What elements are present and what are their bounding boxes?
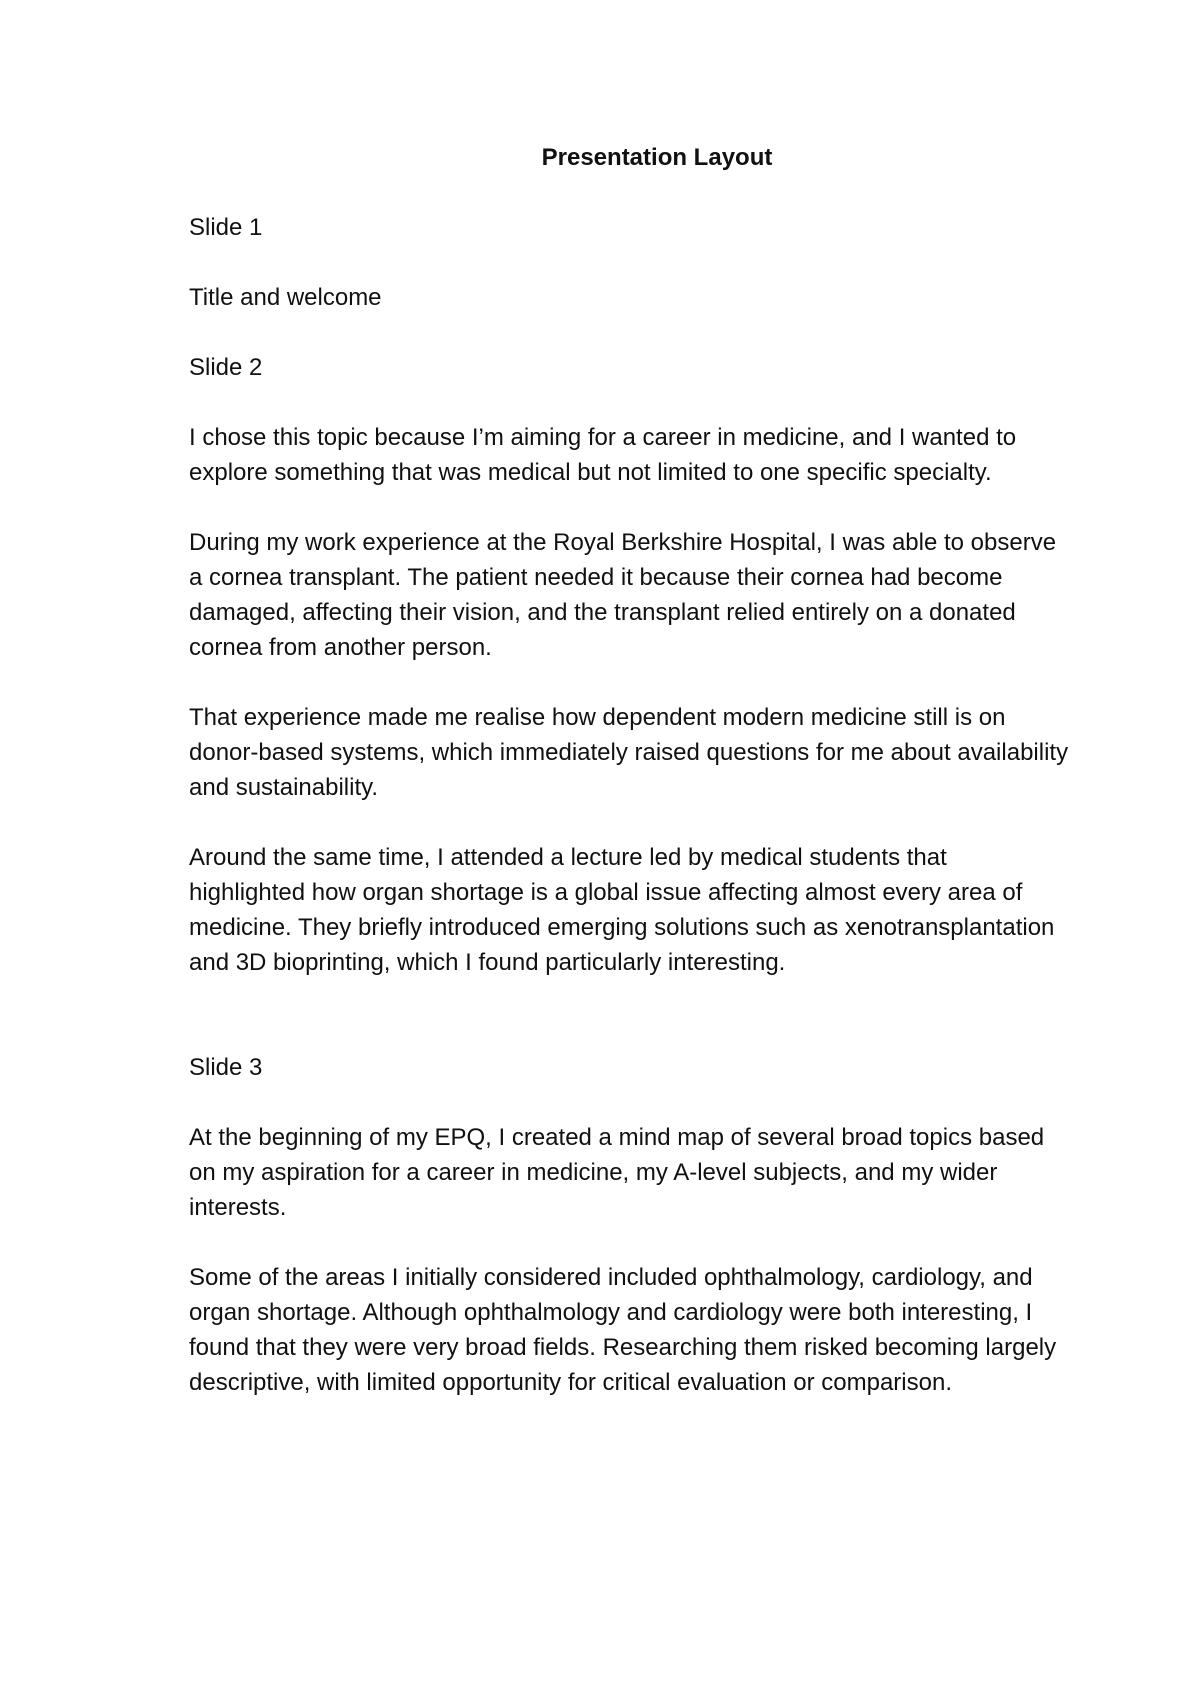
page-title: Presentation Layout bbox=[541, 144, 773, 171]
document-body bbox=[189, 140, 1069, 1435]
slide-paragraph: I chose this topic because I’m aiming for a career in medicine, and I wanted to explore something that was medical but not limited to one specific specialty. bbox=[189, 424, 1017, 486]
section-spacer bbox=[189, 1015, 1069, 1050]
slide-paragraph: During my work experience at the Royal Berkshire Hospital, I was able to observe a cornea transplant. The patient needed it because their cornea had become damaged, affecting their vision, and the transplant relied entirely on a donated cornea from another person. bbox=[189, 529, 1057, 661]
slide-heading: Slide 3 bbox=[189, 1054, 263, 1081]
slide-paragraph: That experience made me realise how dependent modern medicine still is on donor-based systems, which immediately raised questions for me about availability and sustainability. bbox=[189, 704, 1069, 801]
slide-heading: Slide 1 bbox=[189, 214, 263, 241]
slide-paragraph: At the beginning of my EPQ, I created a mind map of several broad topics based on my aspiration for a career in medicine, my A-level subjects, and my wider interests. bbox=[189, 1124, 1045, 1221]
slide-paragraph: Title and welcome bbox=[189, 284, 382, 311]
slide-paragraph: Some of the areas I initially considered included ophthalmology, cardiology, and organ shortage. Although ophthalmology and cardiology were both interesting, I found that they were very broad fields. Researching them risked becoming largely descriptive, with limited opportunity for critical evaluation or comparison. bbox=[189, 1264, 1057, 1396]
slide-section-3 bbox=[189, 1050, 1069, 1400]
slide-section-1 bbox=[189, 210, 1069, 315]
slide-heading: Slide 2 bbox=[189, 354, 263, 381]
slide-paragraph: Around the same time, I attended a lecture led by medical students that highlighted how organ shortage is a global issue affecting almost every area of medicine. They briefly introduced emerging solutions such as xenotransplantation and 3D bioprinting, which I found particularly interesting. bbox=[189, 844, 1055, 976]
slide-section-2 bbox=[189, 350, 1069, 1050]
